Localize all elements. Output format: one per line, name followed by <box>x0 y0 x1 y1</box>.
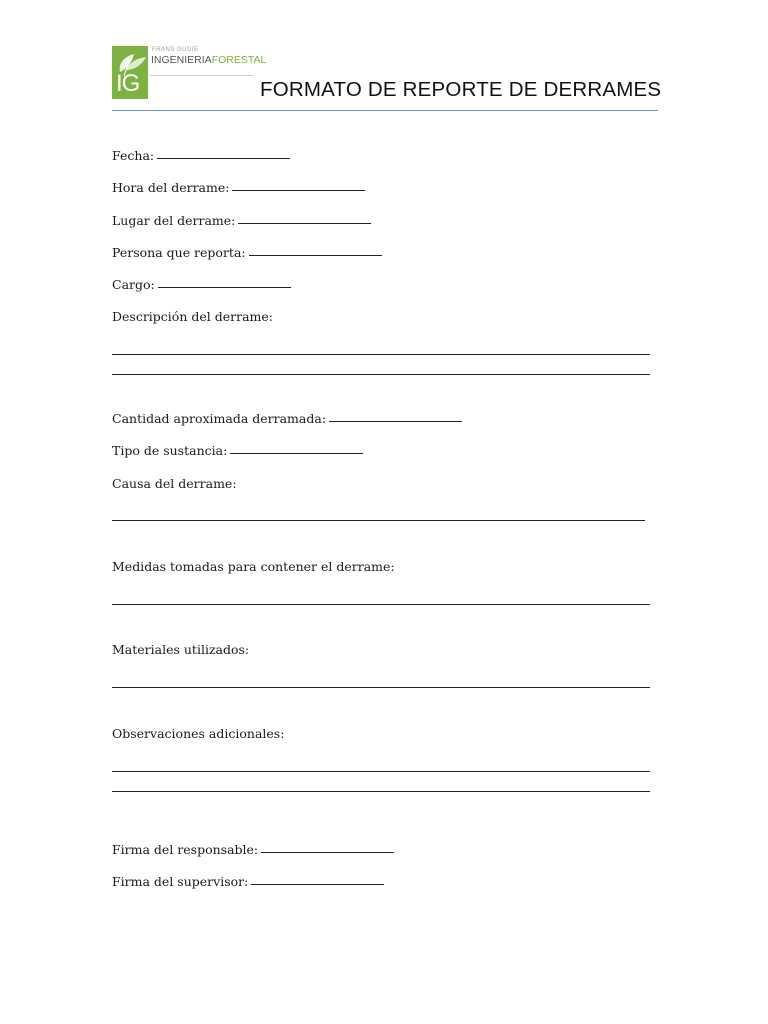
logo-initials: IG <box>116 70 140 97</box>
signature-blank[interactable] <box>251 883 384 885</box>
page-title: FORMATO DE REPORTE DE DERRAMES <box>260 78 662 101</box>
field-label: Tipo de sustancia: <box>112 443 228 458</box>
brand-name <box>151 54 266 66</box>
fill-in-line[interactable] <box>112 374 650 375</box>
field-label: Firma del supervisor: <box>112 874 249 889</box>
field-label: Lugar del derrame: <box>112 213 236 228</box>
field-label: Persona que reporta: <box>112 245 246 260</box>
fill-in-blank[interactable] <box>230 452 363 454</box>
fill-in-blank[interactable] <box>158 286 291 288</box>
header-divider <box>112 110 658 111</box>
field-label: Cargo: <box>112 277 155 292</box>
field-firma-responsable <box>112 842 394 858</box>
brand-subtext: FRANS GUDIE <box>152 47 199 53</box>
brand-divider <box>150 75 254 76</box>
fill-in-blank[interactable] <box>249 254 382 256</box>
field-label: Hora del derrame: <box>112 180 230 195</box>
field-label: Fecha: <box>112 148 155 163</box>
field-cargo <box>112 277 291 293</box>
fill-in-blank[interactable] <box>329 420 462 422</box>
fill-in-line[interactable] <box>112 520 645 521</box>
brand-name-part2: FORESTAL <box>211 54 267 66</box>
field-fecha <box>112 148 290 164</box>
field-cantidad <box>112 411 462 427</box>
company-logo <box>112 46 148 99</box>
field-label: Descripción del derrame: <box>112 309 273 324</box>
fill-in-line[interactable] <box>112 354 650 355</box>
field-persona <box>112 245 382 261</box>
fill-in-line[interactable] <box>112 771 650 772</box>
field-label: Cantidad aproximada derramada: <box>112 411 327 426</box>
field-descripcion <box>112 309 273 325</box>
field-causa <box>112 476 237 492</box>
fill-in-line[interactable] <box>112 791 650 792</box>
field-label: Observaciones adicionales: <box>112 726 285 741</box>
fill-in-blank[interactable] <box>157 157 290 159</box>
signature-blank[interactable] <box>261 851 394 853</box>
field-materiales <box>112 642 249 658</box>
field-hora <box>112 180 365 196</box>
field-label: Firma del responsable: <box>112 842 259 857</box>
field-label: Causa del derrame: <box>112 476 237 491</box>
fill-in-blank[interactable] <box>238 222 371 224</box>
field-medidas <box>112 559 395 575</box>
fill-in-line[interactable] <box>112 687 650 688</box>
field-lugar <box>112 213 371 229</box>
field-observaciones <box>112 726 284 742</box>
field-tipo <box>112 443 363 459</box>
fill-in-line[interactable] <box>112 604 650 605</box>
fill-in-blank[interactable] <box>232 189 365 191</box>
field-label: Medidas tomadas para contener el derrame: <box>112 559 395 574</box>
field-firma-supervisor <box>112 874 384 890</box>
field-label: Materiales utilizados: <box>112 642 250 657</box>
brand-name-part1: INGENIERIA <box>151 54 212 66</box>
